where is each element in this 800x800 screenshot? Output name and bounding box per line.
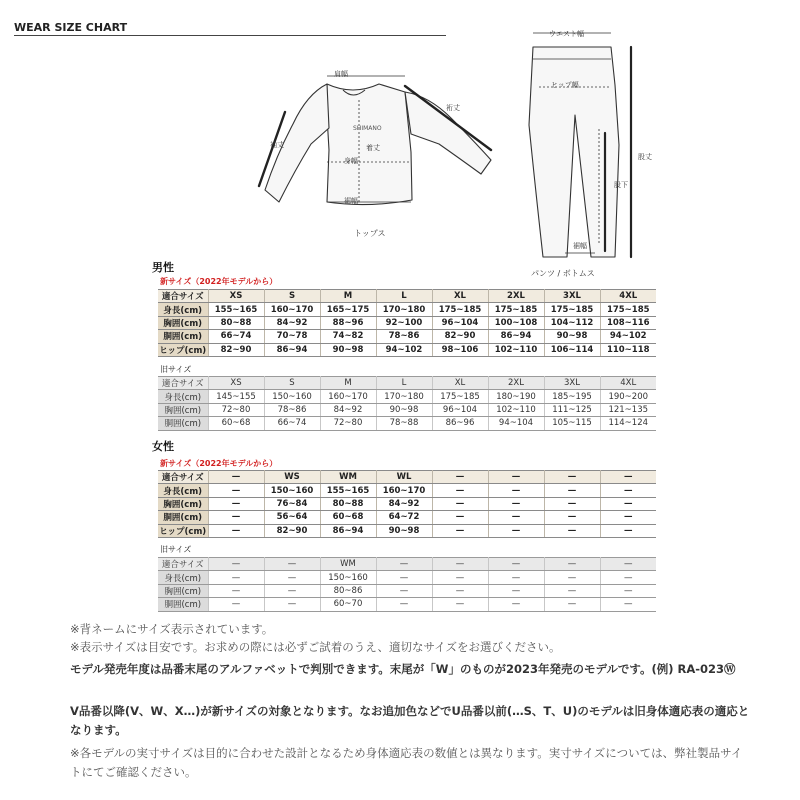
table-cell: — [600, 497, 656, 510]
table-cell: 170~180 [376, 303, 432, 316]
table-row [158, 303, 656, 316]
table-cell: — [600, 558, 656, 571]
table-cell: 175~185 [432, 390, 488, 403]
table-cell: 105~115 [544, 417, 600, 430]
table-cell: 155~165 [320, 484, 376, 497]
table-cell: 180~190 [488, 390, 544, 403]
women-old-table [158, 557, 656, 612]
table-cell: — [208, 471, 264, 484]
table-cell: 4XL [600, 377, 656, 390]
table-cell: — [488, 484, 544, 497]
table-cell: 90~98 [544, 330, 600, 343]
hip-label: ヒップ幅 [551, 81, 579, 89]
table-cell: 104~112 [544, 316, 600, 329]
row-label-cell: 身長(cm) [158, 484, 208, 497]
table-cell: — [264, 584, 320, 597]
table-cell: 110~118 [600, 343, 656, 356]
table-cell: — [208, 584, 264, 597]
row-label-cell: 身長(cm) [158, 390, 208, 403]
table-cell: 145~155 [208, 390, 264, 403]
table-cell: 111~125 [544, 403, 600, 416]
note-fitting: ※表示サイズは目安です。お求めの際には必ずご試着のうえ、適切なサイズをお選びください。 [70, 640, 561, 654]
table-cell: 94~104 [488, 417, 544, 430]
table-header-row [158, 290, 656, 303]
table-cell: 160~170 [264, 303, 320, 316]
table-cell: 2XL [488, 377, 544, 390]
row-label-cell: 身長(cm) [158, 571, 208, 584]
table-cell: 80~88 [320, 497, 376, 510]
table-cell: 72~80 [320, 417, 376, 430]
tops-illustration [255, 62, 505, 232]
table-cell: 98~106 [432, 343, 488, 356]
table-cell: 64~72 [376, 511, 432, 524]
table-cell: 80~86 [320, 584, 376, 597]
table-row [158, 403, 656, 416]
table-cell: — [600, 511, 656, 524]
table-cell: — [544, 524, 600, 537]
table-cell: 86~96 [432, 417, 488, 430]
body-width-label: 身幅 [344, 157, 358, 165]
table-cell: 190~200 [600, 390, 656, 403]
table-cell: 56~64 [264, 511, 320, 524]
table-cell: — [208, 571, 264, 584]
table-cell: — [600, 484, 656, 497]
table-cell: 72~80 [208, 403, 264, 416]
sleeve-label: 袖丈 [270, 141, 284, 149]
table-row [158, 390, 656, 403]
table-cell: 90~98 [376, 524, 432, 537]
table-cell: — [208, 598, 264, 611]
table-cell: M [320, 290, 376, 303]
note-back-label: ※背ネームにサイズ表示されています。 [70, 622, 274, 636]
table-cell: — [488, 524, 544, 537]
table-cell: 92~100 [376, 316, 432, 329]
pants-illustration [515, 25, 665, 265]
table-cell: — [544, 571, 600, 584]
table-cell: — [600, 524, 656, 537]
table-cell: — [432, 584, 488, 597]
table-cell: — [376, 598, 432, 611]
table-cell: — [488, 511, 544, 524]
table-cell: 175~185 [432, 303, 488, 316]
table-cell: 121~135 [600, 403, 656, 416]
women-new-table [158, 470, 656, 538]
note-new-size-target: V品番以降(V、W、X…)が新サイズの対象となります。なお追加色などでU品番以前(…S、T、U)のモデルは旧身体適応表の適応となります。 [70, 704, 750, 737]
table-cell: 175~185 [544, 303, 600, 316]
row-label-cell: 適合サイズ [158, 471, 208, 484]
table-cell: WM [320, 471, 376, 484]
table-cell: — [376, 558, 432, 571]
table-row [158, 524, 656, 537]
women-old-label: 旧サイズ [160, 545, 192, 554]
table-cell: — [208, 511, 264, 524]
table-cell: — [432, 558, 488, 571]
table-cell: 3XL [544, 290, 600, 303]
table-cell: — [432, 484, 488, 497]
table-cell: 155~165 [208, 303, 264, 316]
shoulder-label: 肩幅 [334, 70, 348, 78]
table-cell: 175~185 [488, 303, 544, 316]
table-cell: — [544, 471, 600, 484]
table-cell: 78~88 [376, 417, 432, 430]
men-old-label: 旧サイズ [160, 365, 192, 374]
table-cell: 108~116 [600, 316, 656, 329]
table-cell: 96~104 [432, 316, 488, 329]
table-cell: XL [432, 377, 488, 390]
table-cell: 160~170 [320, 390, 376, 403]
table-cell: 82~90 [264, 524, 320, 537]
table-row [158, 584, 656, 597]
table-cell: 82~90 [208, 343, 264, 356]
table-cell: M [320, 377, 376, 390]
table-cell: — [600, 471, 656, 484]
waist-label: ウエスト幅 [549, 30, 584, 38]
table-cell: 60~70 [320, 598, 376, 611]
table-row [158, 316, 656, 329]
table-cell: XL [432, 290, 488, 303]
header-divider [14, 35, 446, 36]
table-cell: 60~68 [208, 417, 264, 430]
table-cell: 86~94 [488, 330, 544, 343]
row-label-cell: 胸囲(cm) [158, 403, 208, 416]
table-cell: — [208, 524, 264, 537]
table-cell: — [432, 598, 488, 611]
table-cell: — [488, 571, 544, 584]
table-cell: — [600, 598, 656, 611]
table-cell: 66~74 [264, 417, 320, 430]
table-cell: — [544, 484, 600, 497]
table-header-row [158, 377, 656, 390]
table-cell: — [432, 497, 488, 510]
table-cell: 86~94 [264, 343, 320, 356]
table-cell: 84~92 [376, 497, 432, 510]
women-new-label: 新サイズ（2022年モデルから） [160, 459, 278, 468]
table-cell: — [208, 497, 264, 510]
table-cell: — [488, 558, 544, 571]
table-cell: 94~102 [376, 343, 432, 356]
row-label-cell: 胴囲(cm) [158, 417, 208, 430]
row-label-cell: 胴囲(cm) [158, 511, 208, 524]
table-cell: S [264, 377, 320, 390]
inseam-label: 股下 [614, 181, 628, 189]
tops-caption: トップス [354, 229, 386, 238]
table-cell: L [376, 377, 432, 390]
table-cell: 160~170 [376, 484, 432, 497]
hem-width-label: 裾幅 [344, 197, 358, 205]
table-cell: — [208, 558, 264, 571]
table-cell: 102~110 [488, 403, 544, 416]
table-cell: 70~78 [264, 330, 320, 343]
row-label-cell: 胴囲(cm) [158, 598, 208, 611]
total-length-label: 股丈 [638, 153, 652, 161]
table-cell: — [376, 584, 432, 597]
table-cell: WS [264, 471, 320, 484]
table-row [158, 497, 656, 510]
table-cell: 86~94 [320, 524, 376, 537]
men-new-label: 新サイズ（2022年モデルから） [160, 277, 278, 286]
table-cell: 78~86 [376, 330, 432, 343]
table-cell: 66~74 [208, 330, 264, 343]
men-title: 男性 [152, 261, 174, 274]
table-cell: 84~92 [320, 403, 376, 416]
page-title: WEAR SIZE CHART [14, 21, 128, 34]
table-cell: 88~96 [320, 316, 376, 329]
row-label-cell: 適合サイズ [158, 558, 208, 571]
table-row [158, 511, 656, 524]
row-label-cell: ヒップ(cm) [158, 343, 208, 356]
men-new-table [158, 289, 656, 357]
table-row [158, 484, 656, 497]
table-cell: 150~160 [264, 484, 320, 497]
table-cell: XS [208, 290, 264, 303]
row-label-cell: ヒップ(cm) [158, 524, 208, 537]
table-cell: 114~124 [600, 417, 656, 430]
table-cell: 96~104 [432, 403, 488, 416]
table-header-row [158, 471, 656, 484]
table-header-row [158, 558, 656, 571]
table-cell: — [544, 584, 600, 597]
row-label-cell: 胸囲(cm) [158, 316, 208, 329]
note-actual-size: ※各モデルの実寸サイズは目的に合わせた設計となるため身体適応表の数値とは異なります。実寸サイズについては、弊社製品サイトにてご確認ください。 [70, 746, 743, 779]
table-cell: 4XL [600, 290, 656, 303]
table-cell: — [544, 558, 600, 571]
table-cell: 3XL [544, 377, 600, 390]
table-cell: 90~98 [376, 403, 432, 416]
yuki-label: 裄丈 [446, 104, 460, 112]
table-cell: XS [208, 377, 264, 390]
length-label: 着丈 [366, 144, 380, 152]
table-cell: 94~102 [600, 330, 656, 343]
table-cell: 84~92 [264, 316, 320, 329]
row-label-cell: 身長(cm) [158, 303, 208, 316]
table-cell: 100~108 [488, 316, 544, 329]
table-cell: 106~114 [544, 343, 600, 356]
pants-caption: パンツ / ボトムス [531, 269, 595, 278]
row-label-cell: 胴囲(cm) [158, 330, 208, 343]
table-row [158, 330, 656, 343]
table-cell: 78~86 [264, 403, 320, 416]
row-label-cell: 胸囲(cm) [158, 584, 208, 597]
table-cell: — [488, 584, 544, 597]
table-cell: — [544, 598, 600, 611]
brand-logo: SHIMANO [353, 125, 382, 132]
table-cell: — [432, 524, 488, 537]
table-cell: 82~90 [432, 330, 488, 343]
table-cell: — [488, 497, 544, 510]
table-cell: 150~160 [320, 571, 376, 584]
table-cell: — [264, 598, 320, 611]
table-cell: 170~180 [376, 390, 432, 403]
table-cell: — [376, 571, 432, 584]
table-cell: 102~110 [488, 343, 544, 356]
row-label-cell: 胸囲(cm) [158, 497, 208, 510]
table-cell: WL [376, 471, 432, 484]
table-cell: — [208, 484, 264, 497]
table-cell: — [432, 471, 488, 484]
table-cell: — [544, 497, 600, 510]
table-cell: 185~195 [544, 390, 600, 403]
table-cell: — [488, 598, 544, 611]
table-cell: 74~82 [320, 330, 376, 343]
row-label-cell: 適合サイズ [158, 290, 208, 303]
table-cell: WM [320, 558, 376, 571]
table-cell: L [376, 290, 432, 303]
table-row [158, 571, 656, 584]
table-cell: 175~185 [600, 303, 656, 316]
table-cell: — [600, 584, 656, 597]
table-cell: — [544, 511, 600, 524]
note-model-year: モデル発売年度は品番末尾のアルファベットで判別できます。末尾が「W」のものが2023年発売のモデルです。(例) RA-023Ⓦ [70, 662, 736, 676]
men-old-table [158, 376, 656, 431]
table-cell: — [264, 558, 320, 571]
table-cell: — [600, 571, 656, 584]
table-cell: S [264, 290, 320, 303]
table-cell: — [264, 571, 320, 584]
table-cell: 150~160 [264, 390, 320, 403]
table-cell: — [432, 511, 488, 524]
table-row [158, 598, 656, 611]
pants-hem-label: 裾幅 [573, 242, 587, 250]
table-cell: 165~175 [320, 303, 376, 316]
table-row [158, 417, 656, 430]
table-cell: — [488, 471, 544, 484]
table-cell: 90~98 [320, 343, 376, 356]
table-cell: 60~68 [320, 511, 376, 524]
table-cell: — [432, 571, 488, 584]
women-title: 女性 [152, 440, 174, 453]
table-cell: 80~88 [208, 316, 264, 329]
table-row [158, 343, 656, 356]
table-cell: 76~84 [264, 497, 320, 510]
row-label-cell: 適合サイズ [158, 377, 208, 390]
table-cell: 2XL [488, 290, 544, 303]
